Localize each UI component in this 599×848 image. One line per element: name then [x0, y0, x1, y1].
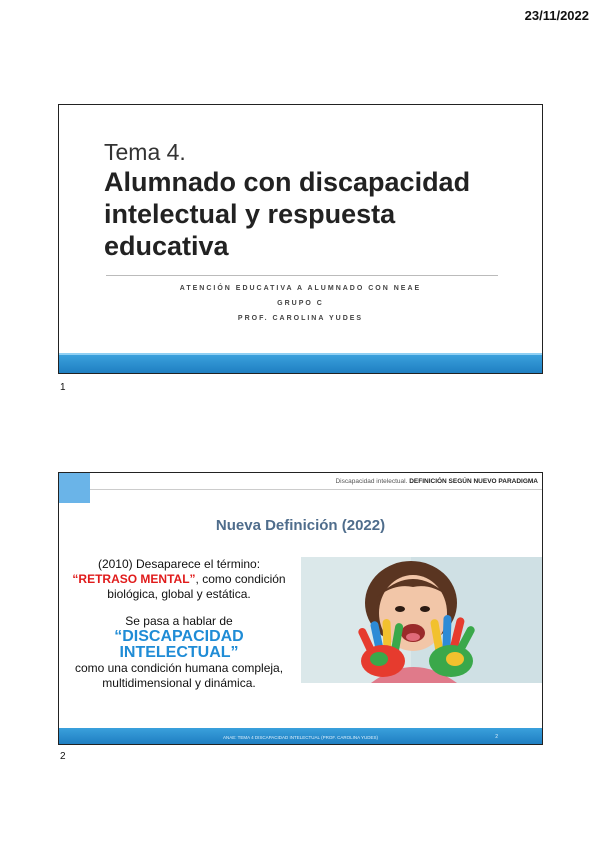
page-number-2: 2 [60, 751, 66, 762]
definition-text [65, 557, 293, 703]
corner-accent [59, 473, 90, 503]
print-date: 23/11/2022 [524, 8, 589, 23]
slide-subtitle: Tema 4. [104, 139, 186, 165]
page-number-1: 1 [60, 382, 66, 393]
header-rule [90, 489, 542, 490]
header-topic: Discapacidad intelectual. [335, 478, 408, 485]
child-painted-hands-photo [301, 557, 542, 683]
course-name: ATENCIÓN EDUCATIVA A ALUMNADO CON NEAE [179, 285, 422, 292]
p2-rest: como una condición humana compleja, multidimensional y dinámica. [74, 661, 284, 690]
slide-title: Nueva Definición (2022) [215, 517, 386, 534]
p1-intro: (2010) Desaparece el término: [97, 557, 261, 571]
term-retraso-mental: “RETRASO MENTAL” [72, 572, 196, 586]
p1-rest: , como condición biológica, global y estática. [107, 572, 286, 601]
footer-band [59, 355, 542, 373]
term-discapacidad-intelectual: “DISCAPACIDAD INTELECTUAL” [114, 628, 244, 661]
p2-intro: Se pasa a hablar de [125, 614, 233, 628]
slide-2 [58, 472, 543, 745]
course-info [59, 281, 542, 326]
title-divider [106, 275, 498, 276]
slide-footer-number: 2 [495, 734, 498, 740]
slide-footer: ANAE: TEMA 4 DISCAPACIDAD INTELECTUAL (PROF. CAROLINA YUDES) [222, 735, 379, 740]
slide-title: Alumnado con discapacidad intelectual y respuesta educativa [104, 167, 471, 261]
group-name: GRUPO C [277, 300, 324, 307]
slide-header [335, 478, 538, 485]
header-section: DEFINICIÓN SEGÚN NUEVO PARADIGMA [409, 478, 538, 485]
slide-1 [58, 104, 543, 374]
professor-name: PROF. CAROLINA YUDES [237, 315, 364, 322]
